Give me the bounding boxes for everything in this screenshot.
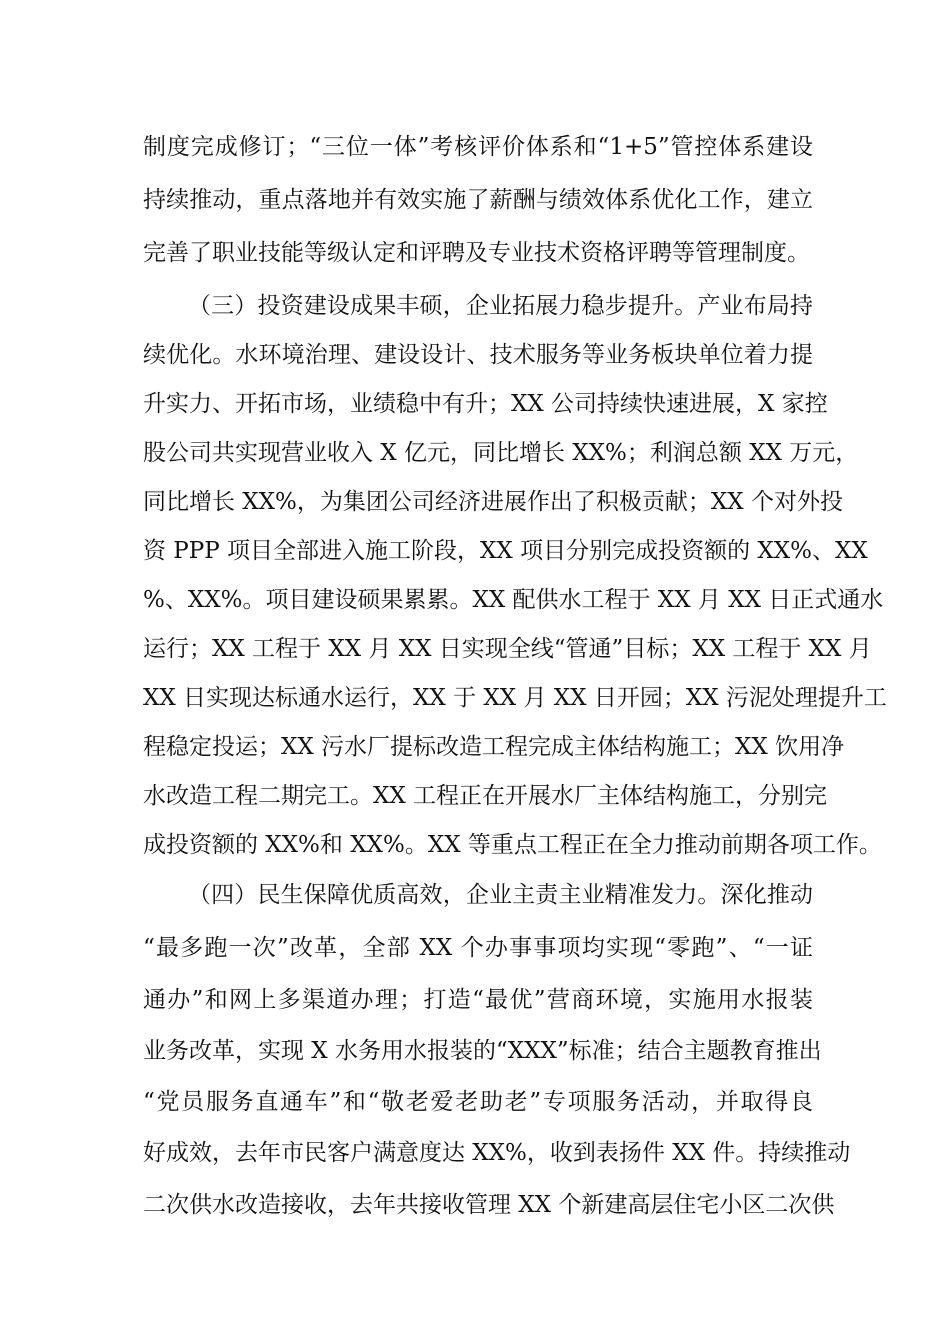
- text-line: 通办”和网上多渠道办理；打造“最优”营商环境，实施用水报装: [143, 987, 813, 1013]
- text-line: 持续推动，重点落地并有效实施了薪酬与绩效体系优化工作，建立: [143, 187, 813, 213]
- text-line: 制度完成修订；“三位一体”考核评价体系和“1+5”管控体系建设: [143, 134, 813, 160]
- section-heading-line: （三）投资建设成果丰硕，企业拓展力稳步提升。产业布局持: [188, 293, 813, 319]
- text-line: 同比增长 XX%，为集团公司经济进展作出了积极贡献；XX 个对外投: [143, 489, 843, 515]
- text-line: 升实力、开拓市场，业绩稳中有升；XX 公司持续快速进展，X 家控: [143, 391, 828, 417]
- text-line: 完善了职业技能等级认定和评聘及专业技术资格评聘等管理制度。: [143, 240, 810, 266]
- text-line: 资 PPP 项目全部进入施工阶段，XX 项目分别完成投资额的 XX%、XX: [143, 538, 868, 564]
- text-line: 水改造工程二期完工。XX 工程正在开展水厂主体结构施工，分别完: [143, 783, 828, 809]
- text-line: 续优化。水环境治理、建设设计、技术服务等业务板块单位着力提: [143, 342, 813, 368]
- text-line: “党员服务直通车”和“敬老爱老助老”专项服务活动，并取得良: [143, 1089, 813, 1115]
- text-line: XX 日实现达标通水运行，XX 于 XX 月 XX 日开园；XX 污泥处理提升工: [143, 685, 887, 711]
- text-line: 二次供水改造接收，去年共接收管理 XX 个新建高层住宅小区二次供: [143, 1192, 835, 1218]
- text-line: 好成效，去年市民客户满意度达 XX%，收到表扬件 XX 件。持续推动: [143, 1140, 851, 1166]
- text-line: 股公司共实现营业收入 X 亿元，同比增长 XX%；利润总额 XX 万元，: [143, 440, 859, 466]
- text-line: “最多跑一次”改革，全部 XX 个办事事项均实现“零跑”、“一证: [143, 935, 813, 961]
- text-line: 业务改革，实现 X 水务用水报装的“XXX”标准；结合主题教育推出: [143, 1038, 822, 1064]
- text-line: 程稳定投运；XX 污水厂提标改造工程完成主体结构施工；XX 饮用净: [143, 734, 845, 760]
- text-line: 运行；XX 工程于 XX 月 XX 日实现全线“管通”目标；XX 工程于 XX 月: [143, 636, 872, 662]
- section-heading-line: （四）民生保障优质高效，企业主责主业精准发力。深化推动: [188, 882, 813, 908]
- text-line: %、XX%。项目建设硕果累累。XX 配供水工程于 XX 月 XX 日正式通水: [143, 587, 884, 613]
- text-line: 成投资额的 XX%和 XX%。XX 等重点工程正在全力推动前期各项工作。: [143, 832, 882, 858]
